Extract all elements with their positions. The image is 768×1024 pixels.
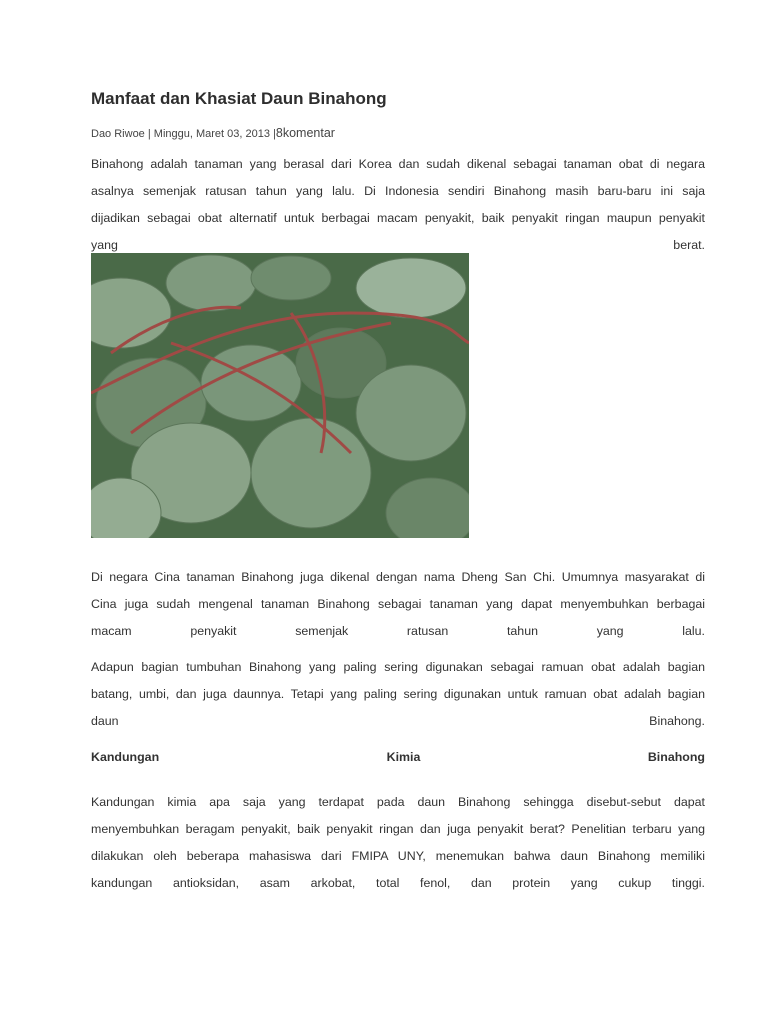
post-date: Minggu, Maret 03, 2013	[153, 128, 270, 140]
separator: |	[273, 128, 276, 140]
text-line: dilakukan oleh beberapa mahasiswa dari FMIPA UNY, menemukan bahwa daun Binahong memiliki	[91, 849, 705, 863]
text-line: Binahong adalah tanaman yang berasal dari Korea dan sudah dikenal sebagai tanaman obat di negara	[91, 157, 705, 171]
text-line: dijadikan sebagai obat alternatif untuk berbagai macam penyakit, baik penyakit ringan maupun penyakit	[91, 211, 705, 225]
paragraph-2	[91, 568, 705, 649]
paragraph-1	[91, 155, 705, 263]
text-line: macam penyakit semenjak ratusan tahun yang lalu.	[91, 624, 705, 638]
separator: |	[147, 128, 151, 140]
text-line: batang, umbi, dan juga daunnya. Tetapi yang paling sering digunakan untuk ramuan obat adalah bagian	[91, 687, 705, 701]
text-line: Di negara Cina tanaman Binahong juga dikenal dengan nama Dheng San Chi. Umumnya masyarakat di	[91, 570, 705, 584]
heading-kandungan-kimia: Kandungan Kimia Binahong	[91, 750, 705, 764]
paragraph-3	[91, 658, 705, 739]
binahong-leaves-photo	[91, 253, 469, 538]
text-line: daun Binahong.	[91, 714, 705, 728]
paragraph-4	[91, 793, 705, 901]
comments-link[interactable]: 8komentar	[275, 126, 335, 140]
section-heading	[91, 748, 705, 775]
text-line: kandungan antioksidan, asam arkobat, total fenol, dan protein yang cukup tinggi.	[91, 876, 705, 890]
text-line: yang berat.	[91, 238, 705, 252]
text-line: menyembuhkan beragam penyakit, baik penyakit ringan dan juga penyakit berat? Penelitian terbaru yang	[91, 822, 705, 836]
text-line: asalnya semenjak ratusan tahun yang lalu. Di Indonesia sendiri Binahong masih baru-baru ini saja	[91, 184, 705, 198]
text-line: Cina juga sudah mengenal tanaman Binahong sebagai tanaman yang dapat menyembuhkan berbagai	[91, 597, 705, 611]
article-meta	[91, 126, 335, 140]
article-title: Manfaat dan Khasiat Daun Binahong	[91, 89, 387, 108]
text-line: Adapun bagian tumbuhan Binahong yang paling sering digunakan sebagai ramuan obat adalah bagian	[91, 660, 705, 674]
author-link[interactable]: Dao Riwoe	[91, 128, 145, 140]
text-line: Kandungan kimia apa saja yang terdapat pada daun Binahong sehingga disebut-sebut dapat	[91, 795, 705, 809]
